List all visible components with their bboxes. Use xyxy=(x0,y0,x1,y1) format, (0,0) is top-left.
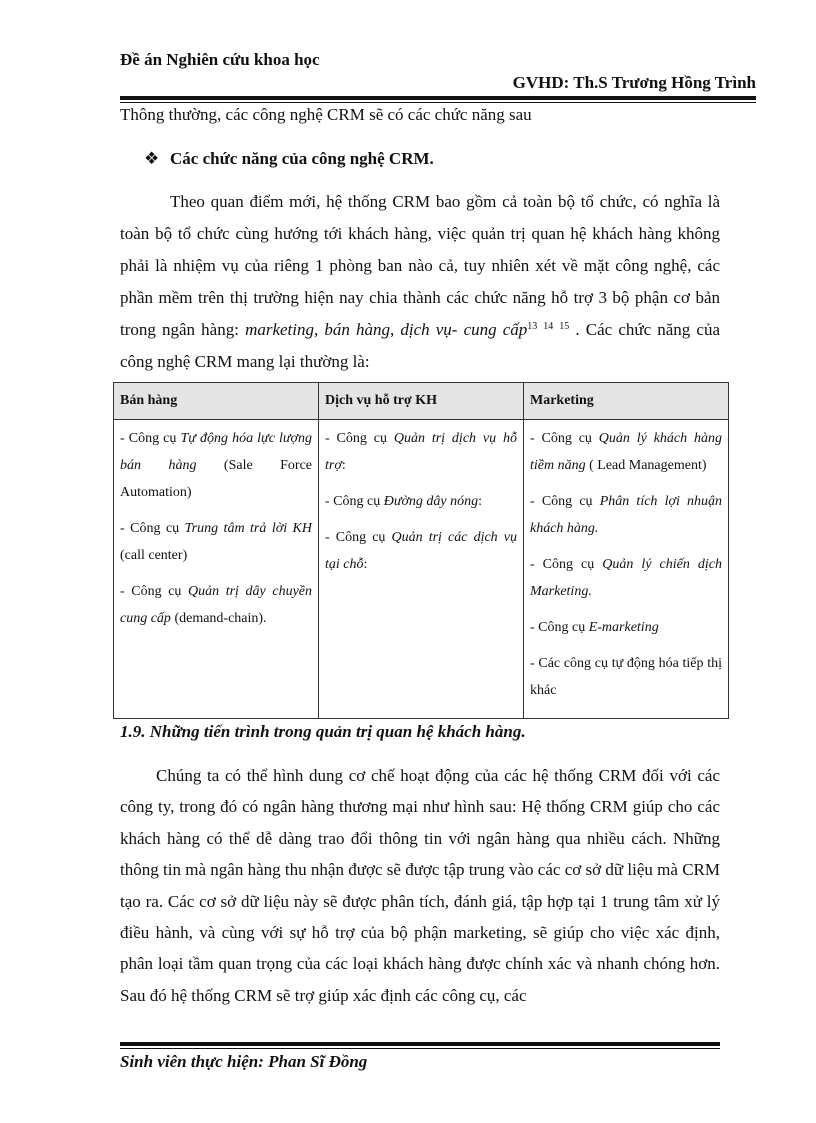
service-cell xyxy=(319,420,524,719)
list-item: - Công cụ Quản trị dây chuyền cung cấp (demand-chain). xyxy=(120,584,312,626)
list-item: - Công cụ Quản trị dịch vụ hỗ trợ: xyxy=(325,431,517,473)
footnote-ref[interactable]: 13 xyxy=(527,321,538,332)
table-header-sales: Bán hàng xyxy=(114,383,319,420)
footer-rule-thin xyxy=(120,1048,720,1049)
table-row xyxy=(114,420,729,719)
paragraph-crm-functions xyxy=(120,186,720,378)
footer-author: Sinh viên thực hiện: Phan Sĩ Đồng xyxy=(120,1052,368,1071)
list-item: - Công cụ Trung tâm trả lời KH (call center) xyxy=(120,521,312,563)
footnote-ref[interactable]: 15 xyxy=(559,321,570,332)
sales-cell xyxy=(114,420,319,719)
footer-rule-thick xyxy=(120,1042,720,1046)
paragraph-crm-process xyxy=(120,760,720,1011)
list-item: - Công cụ E-marketing xyxy=(530,620,659,635)
header-rule-thick xyxy=(120,96,756,100)
list-item: - Công cụ Quản lý chiến dịch Marketing. xyxy=(530,557,723,599)
list-item: - Công cụ Đường dây nóng: xyxy=(325,494,483,509)
bullet-heading-text: Các chức năng của công nghệ CRM. xyxy=(170,149,434,168)
intro-line: Thông thường, các công nghệ CRM sẽ có các chức năng sau xyxy=(120,105,532,124)
paragraph1-italic: marketing, bán hàng, dịch vụ- cung cấp xyxy=(245,320,528,339)
table-header-marketing: Marketing xyxy=(524,383,729,420)
list-item: - Công cụ Quản lý khách hàng tiềm năng ( Lead Management) xyxy=(530,431,722,473)
paragraph1-text: Theo quan điểm mới, hệ thống CRM bao gồm cả toàn bộ tổ chức, có nghĩa là toàn bộ tổ chức cùng hướng tới khách hàng, việc quản trị quan hệ khách hàng không phải là nhiệm vụ của riêng 1 phòng ban nào cả, tuy nhiên xét về mặt công nghệ, các phần mềm trên thị trường hiện nay chia thành các chức năng hỗ trợ 3 bộ phận cơ bản trong ngân hàng: xyxy=(120,192,720,339)
bullet-heading xyxy=(120,147,720,171)
header-project-title: Đề án Nghiên cứu khoa học xyxy=(120,50,320,69)
table-header-service: Dịch vụ hỗ trợ KH xyxy=(319,383,524,420)
list-item: - Công cụ Tự động hóa lực lượng bán hàng (Sale Force Automation) xyxy=(120,431,312,500)
section-heading: 1.9. Những tiến trình trong quản trị quan hệ khách hàng. xyxy=(120,722,526,741)
footnote-ref[interactable]: 14 xyxy=(543,321,554,332)
table-header-row xyxy=(114,383,729,420)
paragraph2-text: Chúng ta có thể hình dung cơ chế hoạt động của các hệ thống CRM đối với các công ty, trong đó có ngân hàng thương mại như hình sau: Hệ thống CRM giúp cho các khách hàng có thể dễ dàng trao đổi thông tin với ngân hàng qua nhiều cách. Những thông tin mà ngân hàng thu nhận được sẽ được tập trung vào các cơ sở dữ liệu mà CRM tạo ra. Các cơ sở dữ liệu này sẽ được phân tích, đánh giá, tập hợp tại 1 trung tâm xử lý điều hành, và cùng với sự hỗ trợ của bộ phận marketing, sẽ giúp cho việc xác định, phân loại tầm quan trọng của các loại khách hàng được chính xác và nhanh chóng hơn. Sau đó hệ thống CRM sẽ trợ giúp xác định các công cụ, các xyxy=(120,766,720,1005)
diamond-bullet-icon: ❖ xyxy=(144,149,160,168)
list-item: - Công cụ Phân tích lợi nhuận khách hàng. xyxy=(530,494,723,536)
crm-functions-table xyxy=(113,382,729,719)
list-item: - Công cụ Quản trị các dịch vụ tại chỗ: xyxy=(325,530,517,572)
paragraph1-text-end: . Các chức năng của công nghệ CRM mang lại thường là: xyxy=(120,320,720,371)
header-supervisor: GVHD: Th.S Trương Hồng Trình xyxy=(512,73,756,92)
marketing-cell xyxy=(524,420,729,719)
list-item: - Các công cụ tự động hóa tiếp thị khác xyxy=(530,656,722,698)
